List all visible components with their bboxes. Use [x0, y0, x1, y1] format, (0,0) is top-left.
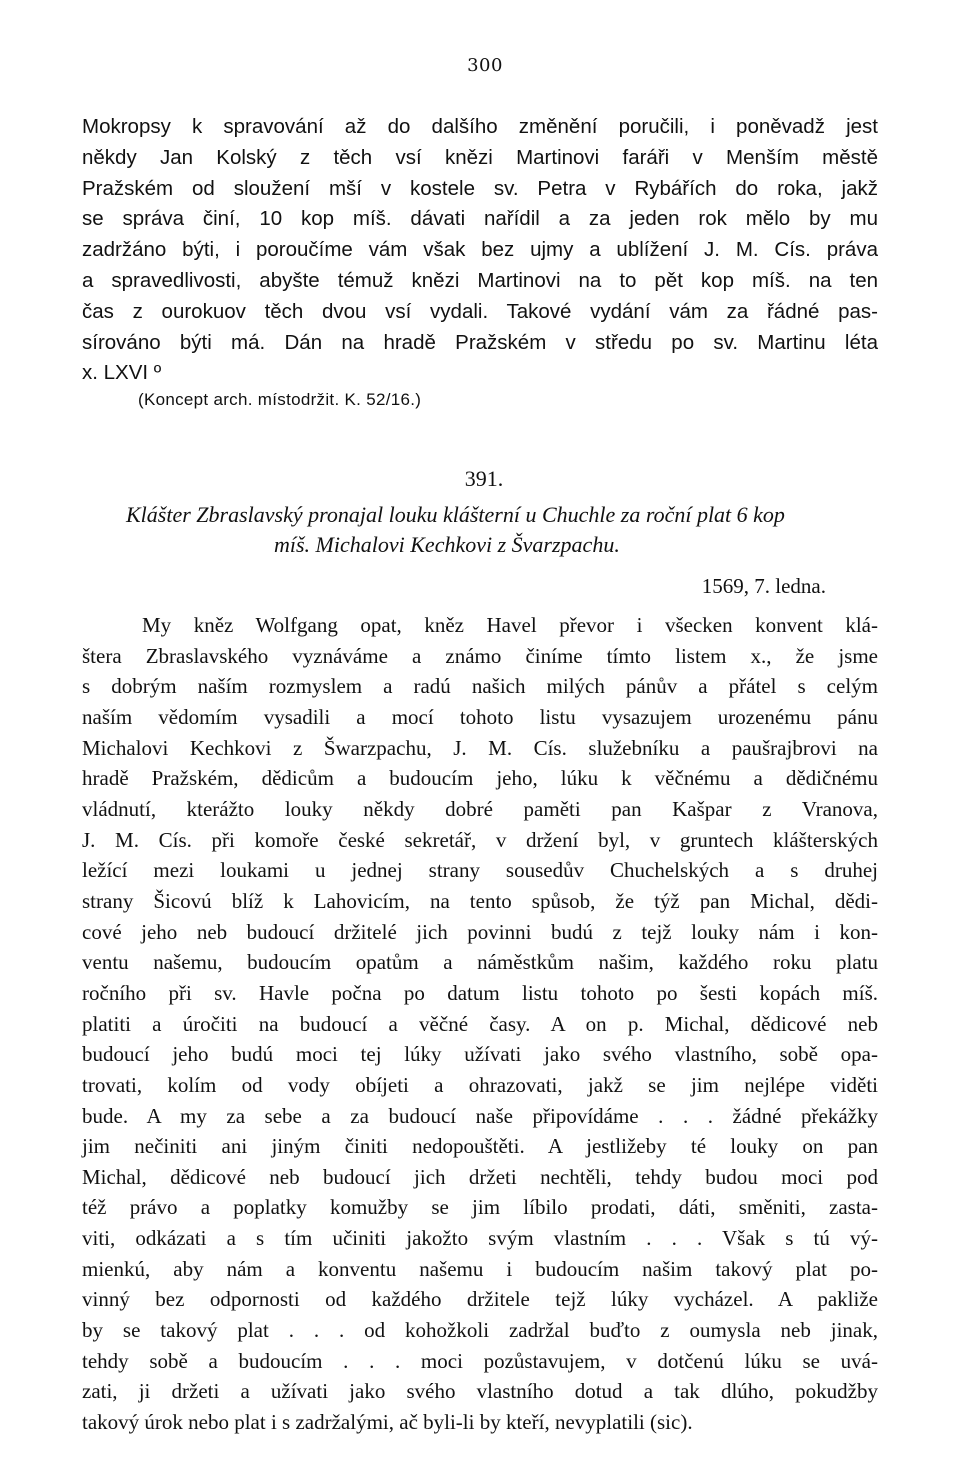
text-line: jim nečiniti ani jiným činiti nedopouštěti. A jestližeby té louky on pan [82, 1134, 878, 1159]
text-line: by se takový plat . . . od kohožkoli zadržal buďto z oumysla neb jinak, [82, 1318, 878, 1343]
paragraph-continuation [82, 112, 878, 389]
text-line: Michal, dědicové neb budoucí jich držeti nechtěli, tehdy budou moci pod [82, 1164, 878, 1189]
text-line: s dobrým naším rozmyslem a radú našich milých pánův a přátel s celým [82, 674, 878, 699]
text-line: J. M. Cís. při komoře české sekretář, v držení byl, v gruntech klášterských [82, 827, 878, 852]
text-line: x. LXVI º [82, 361, 162, 385]
text-line: cové jeho neb budoucí držitelé jich povinni budú z tejž louky nám i kon- [82, 919, 878, 944]
text-line: a spravedlivosti, abyšte témuž knězi Martinovi na to pět kop míš. na ten [82, 268, 878, 292]
text-line: ročního při sv. Havle počna po datum listu tohoto po šesti kopách míš. [82, 980, 878, 1005]
document-date: 1569, 7. ledna. [701, 574, 826, 598]
text-line: někdy Jan Kolský z těch vsí knězi Martinovi faráři v Menším městě [82, 145, 878, 169]
text-line: budoucí jeho budú moci tej lúky užívati jako svého vlastního, sobě opa- [82, 1042, 878, 1067]
text-line: trovati, kolím od vody obíjeti a ohrazovati, jakž se jim nejlépe viděti [82, 1072, 878, 1097]
text-line: zadržáno býti, i poroučíme vám však bez ujmy a ublížení J. M. Cís. práva [82, 238, 878, 262]
text-line: My kněz Wolfgang opat, kněz Havel převor i všecken konvent klá- [142, 613, 878, 637]
heading-line: Klášter Zbraslavský pronajal louku klášterní u Chuchle za roční plat 6 kop [126, 502, 785, 527]
text-line: vládnutí, kterážto louky někdy dobré paměti pan Kašpar z Vranova, [82, 796, 878, 821]
text-line: strany Šicovú blíž k Lahovicím, na tento spůsob, že týž pan Michal, dědi- [82, 888, 878, 913]
text-line: Pražském od sloužení mší v kostele sv. Petra v Rybářích do roka, jakž [82, 176, 878, 200]
document-number: 391. [464, 466, 504, 491]
text-line: též právo a poplatky komužby se jim líbilo prodati, dáti, směniti, zasta- [82, 1195, 878, 1220]
text-line: Mokropsy k spravování až do dalšího změnění poručili, i poněvadž jest [82, 115, 878, 138]
text-line: zati, ji držeti a užívati jako svého vlastního dotud a tak dlúho, pokudžby [82, 1379, 878, 1404]
text-line: sírováno býti má. Dán na hradě Pražském v středu po sv. Martinu léta [82, 330, 878, 354]
text-line: takový úrok nebo plat i s zadržalými, ač byli-li by kteří, nevyplatili (sic). [82, 1410, 693, 1435]
charter-text [82, 610, 878, 1438]
text-line: čas z ourokuov těch dvou vsí vydali. Takové vydání vám za řádné pas- [82, 299, 878, 323]
text-line: Michalovi Kechkovi z Šwarzpachu, J. M. Cís. služebníku a paušrajbrovi na [82, 735, 878, 760]
document-heading [126, 500, 884, 560]
text-line: štera Zbraslavského vyznáváme a známo činíme tímto listem x., že jsme [82, 643, 878, 668]
text-line: se správa činí, 10 kop míš. dávati nařídil a za jeden rok mělo by mu [82, 207, 878, 231]
text-line: ventu našemu, budoucím opatům a náměstkům našim, každého roku platu [82, 950, 878, 975]
text-line: mienkú, aby nám a konventu našemu i budoucím našim takový plat po- [82, 1256, 878, 1281]
text-line: naším vědomím vysadili a mocí tohoto listu vysazujem urozenému pánu [82, 704, 878, 729]
page-number: 300 [467, 55, 503, 76]
heading-line: míš. Michalovi Kechkovi z Švarzpachu. [274, 532, 620, 557]
text-line: viti, odkázati a s tím učiniti jakožto svým vlastním . . . Však s tú vý- [82, 1226, 878, 1251]
text-line: ležící mezi loukami u jednej strany sousedův Chuchelských a s druhej [82, 858, 878, 883]
text-line: tehdy sobě a budoucím . . . moci pozůstavujem, v dotčenú lúku se uvá- [82, 1348, 878, 1373]
text-line: hradě Pražském, dědicům a budoucím jeho, lúku k věčnému a dědičnému [82, 766, 878, 791]
text-line: vinný bez odpornosti od každého držitele tejž lúky vycházel. A pakliže [82, 1287, 878, 1312]
text-line: bude. A my za sebe a za budoucí naše připovídáme . . . žádné překážky [82, 1103, 878, 1128]
text-line: platiti a úročiti na budoucí a věčné časy. A on p. Michal, dědicové neb [82, 1011, 878, 1036]
source-note: (Koncept arch. místodržit. K. 52/16.) [138, 390, 422, 409]
